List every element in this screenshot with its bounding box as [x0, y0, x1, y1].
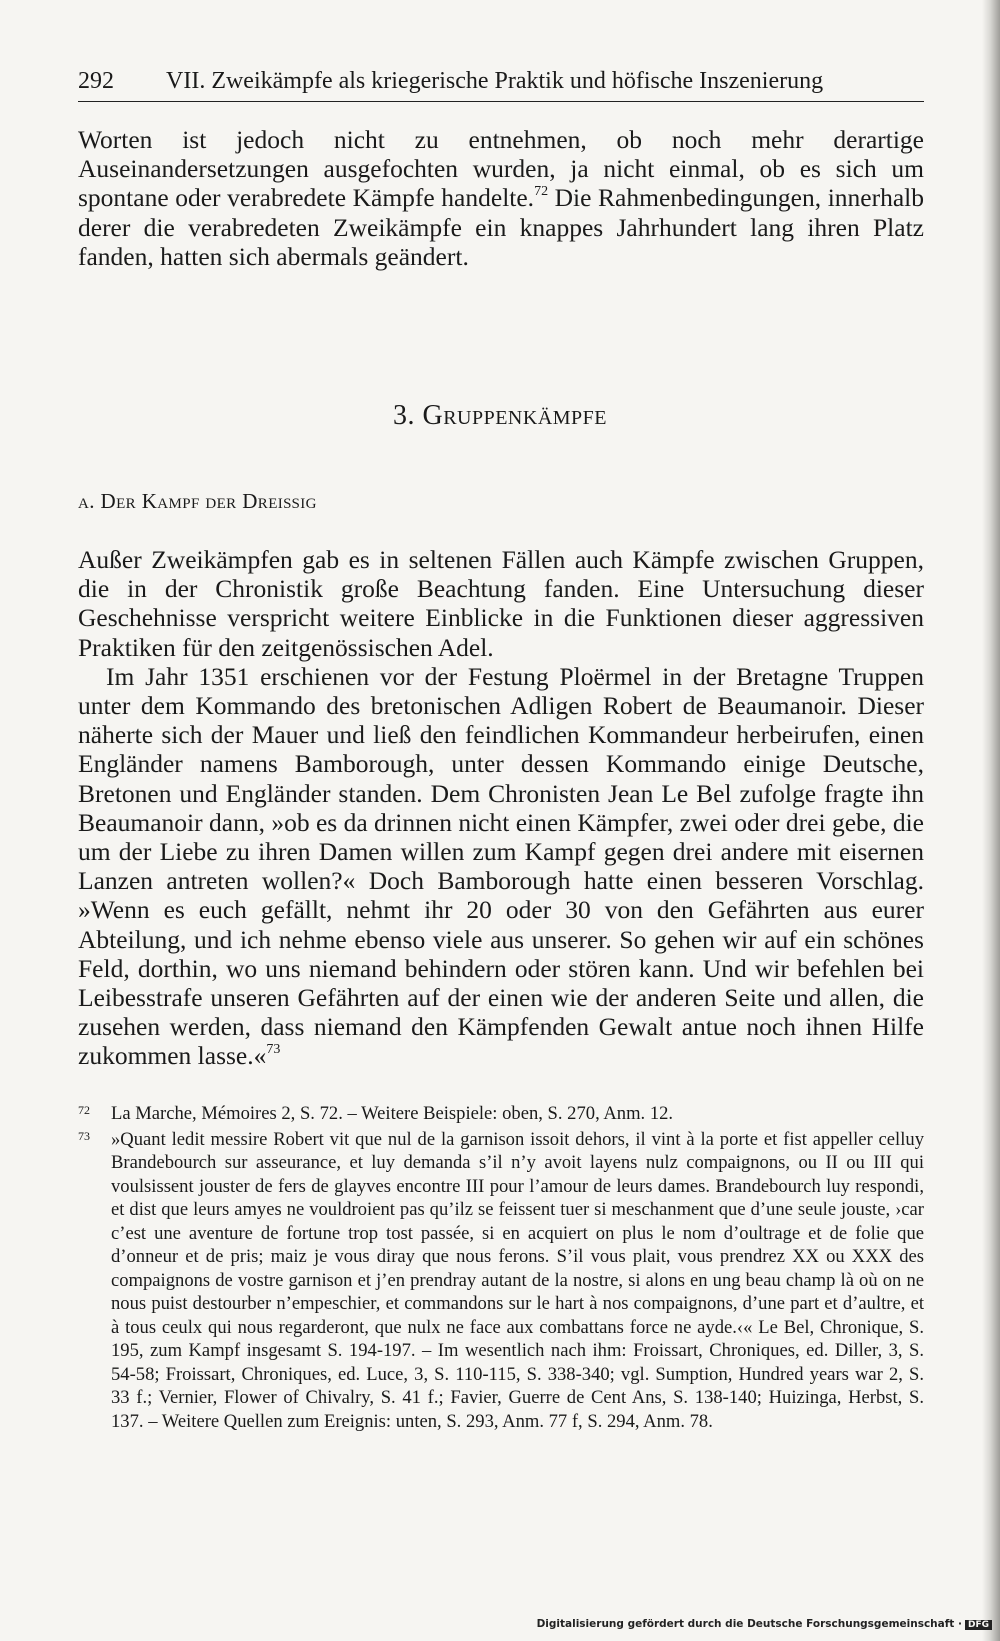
dfg-logo: DFG: [965, 1620, 992, 1630]
page-number: 292: [78, 68, 114, 94]
footnote-ref-72[interactable]: 72: [534, 184, 549, 200]
body-paragraph-2: Außer Zweikämpfen gab es in seltenen Fällen auch Kämpfe zwischen Gruppen, die in der Chronistik große Beachtung fanden. Eine Untersuchung dieser Geschehnisse verspricht weitere Einblicke in die Funktionen dieser aggressiven Praktiken für den zeitgenössischen Adel.: [78, 545, 924, 662]
subsection-heading: a. Der Kampf der Dreißig: [78, 489, 317, 513]
body-paragraph-1: [78, 125, 924, 271]
paragraph-text: Worten ist jedoch nicht zu entnehmen, ob noch mehr derartige Auseinandersetzungen ausgefochten wurden, ja nicht einmal, ob es sich um spontane oder verabredete Kämpfe handelte.: [78, 125, 924, 213]
footnote-mark: 73: [78, 1128, 90, 1143]
paragraph-text: Die Rahmenbedingungen, innerhalb derer die verabredeten Zweikämpfe ein knappes Jahrhundert lang ihren Platz fanden, hatten sich abermals geändert.: [78, 183, 924, 271]
header-rule: [78, 101, 924, 102]
footnote-text: La Marche, Mémoires 2, S. 72. – Weitere Beispiele: oben, S. 270, Anm. 12.: [111, 1103, 674, 1124]
footnote-ref-73[interactable]: 73: [266, 1042, 281, 1058]
footnote-72: [78, 1102, 924, 1126]
footnotes: [78, 1102, 924, 1433]
body-text: [78, 545, 924, 1071]
banner-text: Digitalisierung gefördert durch die Deutsche Forschungsgemeinschaft ·: [536, 1618, 962, 1630]
body-paragraph-3: [78, 662, 924, 1071]
page-edge-shadow: [982, 0, 1000, 1641]
footnote-text: »Quant ledit messire Robert vit que nul de la garnison issoit dehors, il vint à la porte et fist appeller celluy Brandebourch sur asseurance, et luy demanda s’il n’y avoit layens nulz compaignons, ou II ou III qui voulsissent jouster de fers de glayves encontre III pour l’amour de leurs dames. Brandebourch luy respondi, et dist que leurs amyes ne vouldroient pas qu’ilz se feissent tuer si meschanment que d’une seule jouste, ›car c’est une aventure de fortune trop tost passée, si en acquiert on plus le nom d’oultrage et de folie que d’onneur et de pris; maiz je vous diray que nous ferons. S’il vous plait, vous prendrez XX ou XXX des compaignons de vostre garnison et j’en prendray autant de la nostre, si alons en ung beau champ là où on ne nous puist destourber n’empeschier, et commandons sur le hart à nos compaignons, d’une part et d’aultre, et à tous ceulx qui nous regarderont, que nulx ne face aux combattans force ne ayde.‹« Le Bel, Chronique, S. 195, zum Kampf insgesamt S. 194-197. – Im wesentlich nach ihm: Froissart, Chroniques, ed. Diller, 3, S. 54-58; Froissart, Chroniques, ed. Luce, 3, S. 110-115, S. 338-340; vgl. Sumption, Hundred years war 2, S. 33 f.; Vernier, Flower of Chivalry, S. 41 f.; Favier, Guerre de Cent Ans, S. 138-140; Huizinga, Herbst, S. 137. – Weitere Quellen zum Ereignis: unten, S. 293, Anm. 77 f, S. 294, Anm. 78.: [111, 1128, 924, 1432]
digitization-banner: [537, 1618, 992, 1630]
running-title: VII. Zweikämpfe als kriegerische Praktik und höfische Inszenierung: [166, 68, 824, 94]
section-heading: 3. Gruppenkämpfe: [392, 400, 608, 431]
footnote-73: [78, 1128, 924, 1434]
footnote-mark: 72: [78, 1103, 90, 1117]
paragraph-text: Im Jahr 1351 erschienen vor der Festung Ploërmel in der Bretagne Truppen unter dem Kommando des bretonischen Adligen Robert de Beaumanoir. Dieser näherte sich der Mauer und ließ den feindlichen Kommandeur herbeirufen, einen Engländer namens Bamborough, unter dessen Kommando einige Deutsche, Bretonen und Engländer standen. Dem Chronisten Jean Le Bel zufolge fragte ihn Beaumanoir dann, »ob es da drinnen nicht einen Kämpfer, zwei oder drei gebe, die um der Liebe zu ihren Damen willen zum Kampf gegen drei andere mit eisernen Lanzen antreten wollen?« Doch Bamborough hatte einen besseren Vorschlag. »Wenn es euch gefällt, nehmt ihr 20 oder 30 von den Gefährten aus eurer Abteilung, und ich nehme ebenso viele aus unserer. So gehen wir auf ein schönes Feld, dorthin, wo uns niemand behindern oder stören kann. Und wir befehlen bei Leibesstrafe unseren Gefährten auf der einen wie der anderen Seite und allen, die zusehen werden, dass niemand den Kämpfenden Gewalt antue noch ihnen Hilfe zukommen lasse.«: [78, 661, 924, 1071]
running-header: [78, 66, 924, 96]
